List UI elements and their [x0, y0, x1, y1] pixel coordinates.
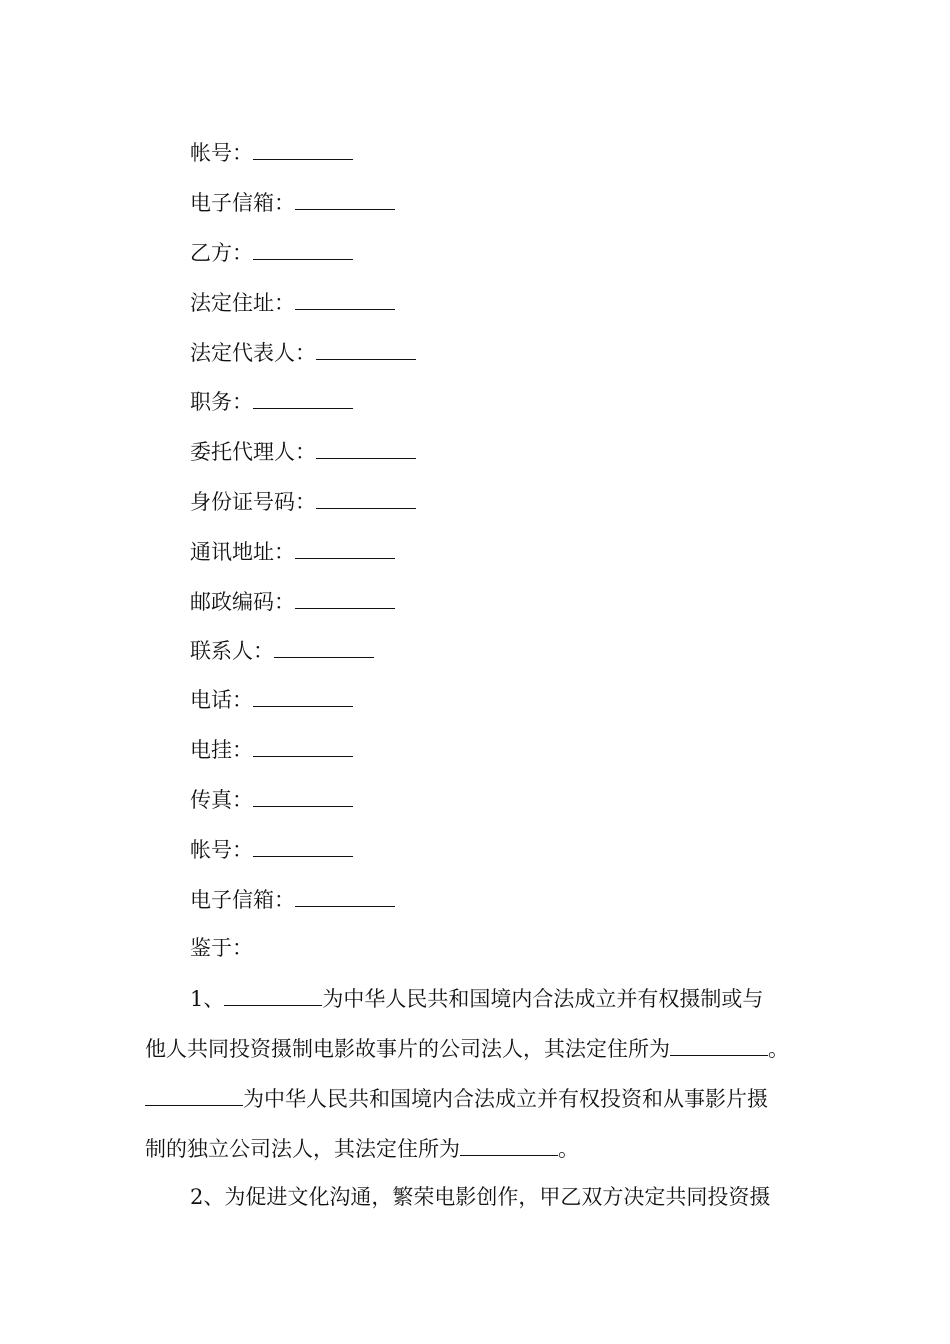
field-phone [190, 684, 353, 714]
fill-blank[interactable] [224, 983, 322, 1006]
fill-blank[interactable] [295, 884, 395, 907]
fill-blank[interactable] [253, 237, 353, 260]
field-account-2 [190, 834, 353, 864]
field-party-b [190, 237, 353, 267]
field-label: 联系人： [190, 639, 274, 663]
field-mailing-address [190, 536, 395, 566]
clause-1-line-1 [190, 983, 763, 1013]
clause-text: 他人共同投资摄制电影故事片的公司法人，其法定住所为 [145, 1037, 670, 1061]
field-position [190, 386, 353, 416]
fill-blank[interactable] [253, 734, 353, 757]
clause-text: 2、为促进文化沟通，繁荣电影创作，甲乙双方决定共同投资摄 [190, 1185, 771, 1209]
field-label: 法定代表人： [190, 341, 316, 365]
fill-blank[interactable] [460, 1133, 558, 1156]
clause-text: 为中华人民共和国境内合法成立并有权投资和从事影片摄 [243, 1087, 768, 1111]
field-email-2 [190, 884, 395, 914]
field-contact [190, 635, 374, 665]
field-label: 身份证号码： [190, 490, 316, 514]
field-label: 委托代理人： [190, 440, 316, 464]
field-email [190, 187, 395, 217]
whereas-heading [190, 933, 253, 963]
clause-1-line-3 [145, 1083, 768, 1113]
field-telegraph [190, 734, 353, 764]
field-label: 帐号： [190, 141, 253, 165]
fill-blank[interactable] [295, 287, 395, 310]
field-fax [190, 784, 353, 814]
field-label: 电子信箱： [190, 888, 295, 912]
fill-blank[interactable] [316, 486, 416, 509]
field-id-number [190, 486, 416, 516]
fill-blank[interactable] [295, 536, 395, 559]
clause-number: 1、 [190, 987, 225, 1011]
field-legal-address [190, 287, 395, 317]
fill-blank[interactable] [253, 684, 353, 707]
field-account [190, 137, 353, 167]
fill-blank[interactable] [295, 187, 395, 210]
field-postal-code [190, 586, 395, 616]
field-label: 帐号： [190, 838, 253, 862]
whereas-label: 鉴于： [190, 936, 253, 960]
fill-blank[interactable] [253, 834, 353, 857]
clause-2-line-1 [190, 1182, 770, 1212]
fill-blank[interactable] [316, 436, 416, 459]
fill-blank[interactable] [253, 386, 353, 409]
field-label: 电子信箱： [190, 191, 295, 215]
field-legal-representative [190, 337, 416, 367]
field-label: 电话： [190, 688, 253, 712]
fill-blank[interactable] [253, 784, 353, 807]
fill-blank[interactable] [145, 1083, 243, 1106]
fill-blank[interactable] [253, 137, 353, 160]
clause-punctuation: 。 [558, 1137, 579, 1161]
field-label: 电挂： [190, 738, 253, 762]
field-label: 乙方： [190, 241, 253, 265]
fill-blank[interactable] [670, 1033, 768, 1056]
field-label: 通讯地址： [190, 540, 295, 564]
fill-blank[interactable] [316, 337, 416, 360]
field-label: 职务： [190, 390, 253, 414]
fill-blank[interactable] [274, 635, 374, 658]
field-label: 法定住址： [190, 291, 295, 315]
clause-text: 为中华人民共和国境内合法成立并有权摄制或与 [322, 987, 764, 1011]
field-label: 邮政编码： [190, 590, 295, 614]
clause-text: 制的独立公司法人，其法定住所为 [145, 1137, 460, 1161]
fill-blank[interactable] [295, 586, 395, 609]
field-label: 传真： [190, 788, 253, 812]
clause-punctuation: 。 [768, 1037, 789, 1061]
field-agent [190, 436, 416, 466]
clause-1-line-4 [145, 1133, 579, 1163]
clause-1-line-2 [145, 1033, 789, 1063]
